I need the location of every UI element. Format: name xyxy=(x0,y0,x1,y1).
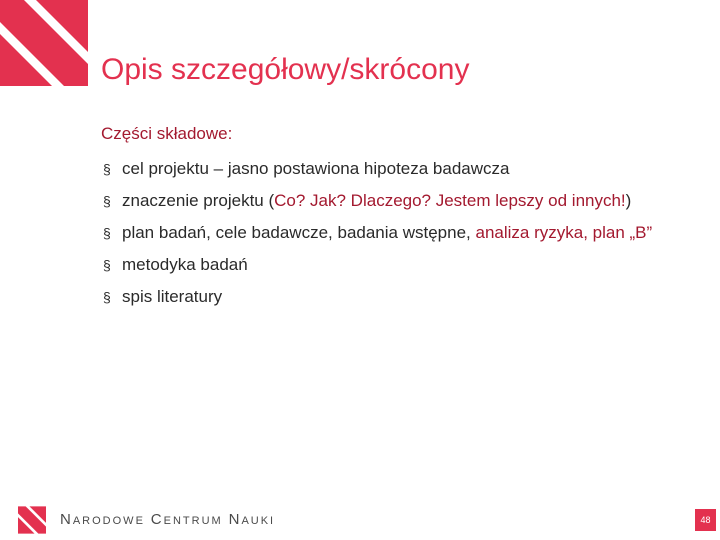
page-number: 48 xyxy=(695,509,716,531)
bullet-marker-icon: § xyxy=(103,161,111,177)
bullet-item xyxy=(103,254,663,276)
bullet-item xyxy=(103,222,663,244)
bullet-marker-icon: § xyxy=(103,225,111,241)
bullet-highlight: Co? Jak? Dlaczego? Jestem lepszy od innych! xyxy=(274,191,626,210)
bullet-text: metodyka badań xyxy=(122,255,248,274)
slide-title: Opis szczegółowy/skrócony xyxy=(101,53,470,86)
bullet-marker-icon: § xyxy=(103,289,111,305)
bullet-list xyxy=(103,158,663,318)
section-heading: Części składowe: xyxy=(101,124,233,143)
bullet-highlight: analiza ryzyka, plan „B” xyxy=(475,223,653,242)
bullet-item xyxy=(103,286,663,308)
bullet-marker-icon: § xyxy=(103,193,111,209)
ncn-footer-logo-icon xyxy=(18,506,46,534)
bullet-text: znaczenie projektu ( xyxy=(122,191,275,210)
bullet-item xyxy=(103,190,663,212)
bullet-text: plan badań, cele badawcze, badania wstępne, xyxy=(122,223,476,242)
bullet-item xyxy=(103,158,663,180)
bullet-marker-icon: § xyxy=(103,257,111,273)
bullet-text: cel projektu – jasno postawiona hipoteza badawcza xyxy=(122,159,510,178)
ncn-logo-icon xyxy=(0,0,88,86)
bullet-text: spis literatury xyxy=(122,287,223,306)
footer-institution-name: NARODOWE CENTRUM NAUKI xyxy=(60,511,276,528)
bullet-text: ) xyxy=(625,191,632,210)
